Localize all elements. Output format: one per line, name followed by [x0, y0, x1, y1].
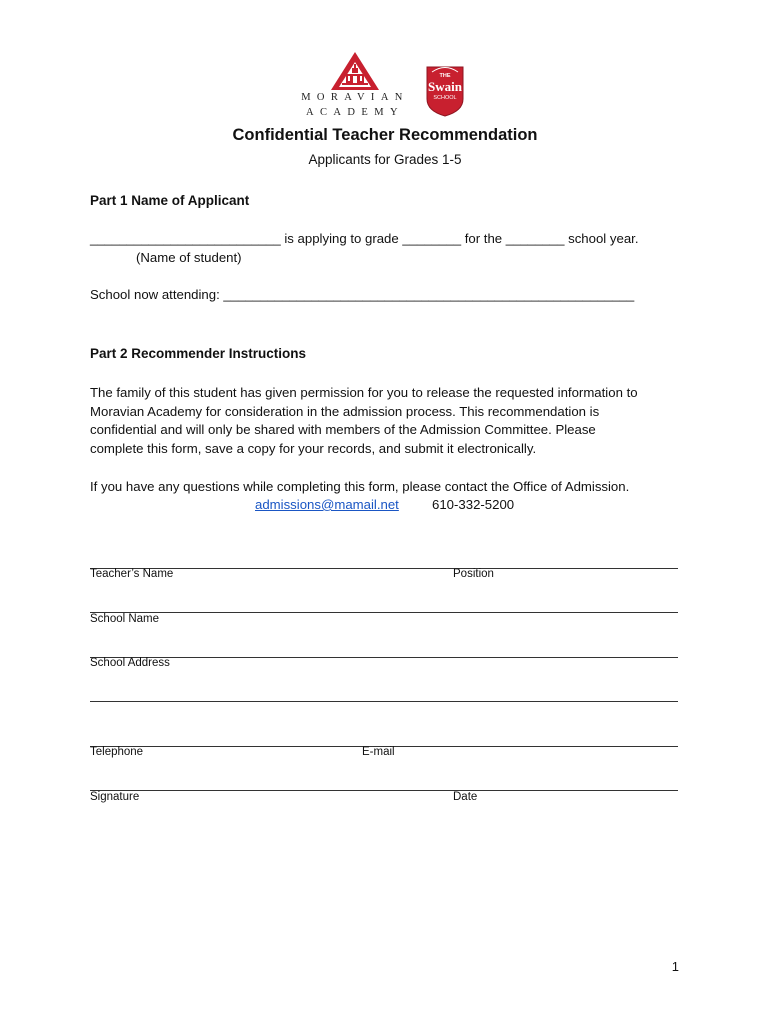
student-name-caption: (Name of student)	[136, 250, 242, 265]
part2-heading: Part 2 Recommender Instructions	[90, 346, 307, 361]
school-address-label: School Address	[90, 657, 170, 669]
instructions-line-3: confidential and will only be shared with members of the Admission Committee. Please	[90, 422, 596, 437]
school-name-label: School Name	[90, 613, 160, 625]
applying-line: __________________________ is applying to grade ________ for the ________ school year.	[90, 231, 639, 246]
school-address-line[interactable]	[90, 657, 678, 658]
school-attending-line: School now attending: ________________________________________________________	[90, 287, 635, 302]
admissions-email-link[interactable]: admissions@mamail.net	[255, 497, 399, 512]
moravian-wordmark: MORAVIAN	[301, 92, 409, 103]
academy-wordmark: ACADEMY	[306, 107, 404, 118]
email-label: E-mail	[362, 746, 395, 758]
school-address-line-2[interactable]	[90, 701, 678, 702]
page-subtitle: Applicants for Grades 1-5	[308, 152, 462, 167]
position-label: Position	[453, 568, 494, 580]
swain-school-text: SCHOOL	[433, 95, 457, 101]
teachers-name-label: Teacher’s Name	[90, 568, 174, 580]
school-name-line[interactable]	[90, 612, 678, 613]
signature-line[interactable]	[90, 790, 678, 791]
instructions-line-2: Moravian Academy for consideration in the admission process. This recommendation is	[90, 404, 600, 419]
moravian-seal-icon	[296, 50, 414, 96]
page-title: Confidential Teacher Recommendation	[232, 126, 538, 144]
admissions-phone: 610-332-5200	[432, 497, 515, 512]
telephone-label: Telephone	[90, 746, 144, 758]
instructions-line-1: The family of this student has given permission for you to release the requested information to	[90, 385, 638, 400]
page-number: 1	[671, 959, 679, 974]
moravian-academy-logo	[296, 50, 414, 122]
signature-label: Signature	[90, 791, 140, 803]
instructions-line-4: complete this form, save a copy for your records, and submit it electronically.	[90, 441, 537, 456]
contact-paragraph: If you have any questions while completing this form, please contact the Office of Admission.	[90, 479, 630, 494]
date-label: Date	[453, 791, 478, 803]
swain-name-text: Swain	[428, 79, 462, 94]
swain-school-logo	[423, 63, 467, 117]
part1-heading: Part 1 Name of Applicant	[90, 193, 250, 208]
swain-the-text: THE	[439, 73, 451, 79]
teachers-name-line[interactable]	[90, 568, 678, 569]
